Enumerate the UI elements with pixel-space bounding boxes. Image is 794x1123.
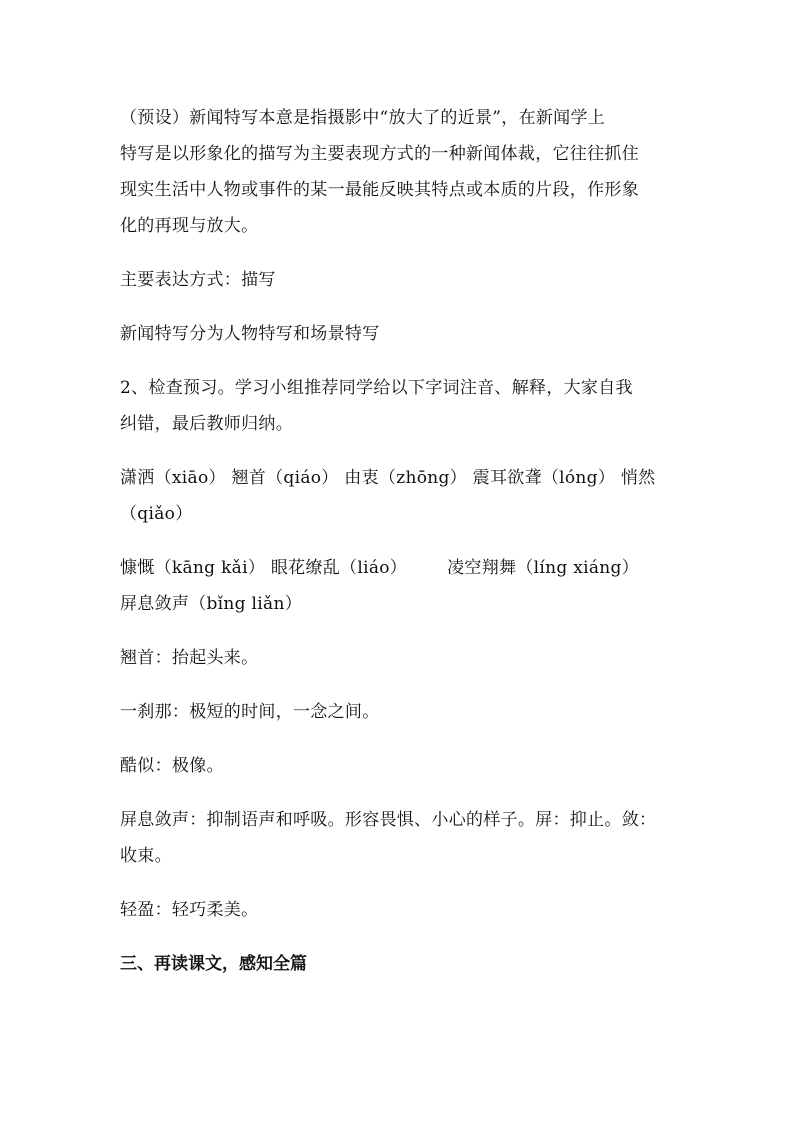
vocab-paragraph-2: 慷慨（kāng kǎi） 眼花缭乱（liáo） 凌空翔舞（líng xiáng） 屏息敛声（bǐng liǎn） xyxy=(120,550,680,622)
definition-5: 轻盈：轻巧柔美。 xyxy=(120,900,259,920)
definition-2: 一刹那：极短的时间，一念之间。 xyxy=(120,702,380,722)
document-page xyxy=(120,100,680,982)
types-paragraph: 新闻特写分为人物特写和场景特写 xyxy=(120,324,380,344)
intro-paragraph: （预设）新闻特写本意是指摄影中“放大了的近景”，在新闻学上 特写是以形象化的描写为主要表现方式的一种新闻体裁，它往往抓住 现实生活中人物或事件的某一最能反映其特点或本质的片段，作形象 化的再现与放大。 xyxy=(120,108,639,236)
definition-1: 翘首：抬起头来。 xyxy=(120,648,259,668)
definition-3: 酷似：极像。 xyxy=(120,756,224,776)
vocab-paragraph-1: 潇洒（xiāo） 翘首（qiáo） 由衷（zhōng） 震耳欲聋（lóng） 悄然 （qiǎo） xyxy=(120,468,656,524)
definition-4: 屏息敛声：抑制语声和呼吸。形容畏惧、小心的样子。屏：抑止。敛： 收束。 xyxy=(120,810,657,866)
expression-paragraph: 主要表达方式：描写 xyxy=(120,270,276,290)
section-heading: 三、再读课文，感知全篇 xyxy=(120,954,307,974)
preview-paragraph: 2、检查预习。学习小组推荐同学给以下字词注音、解释，大家自我 纠错，最后教师归纳。 xyxy=(120,378,633,434)
vocab-line: 慷慨（kāng kǎi） 眼花缭乱（liáo） 凌空翔舞（líng xiáng） xyxy=(120,558,639,578)
